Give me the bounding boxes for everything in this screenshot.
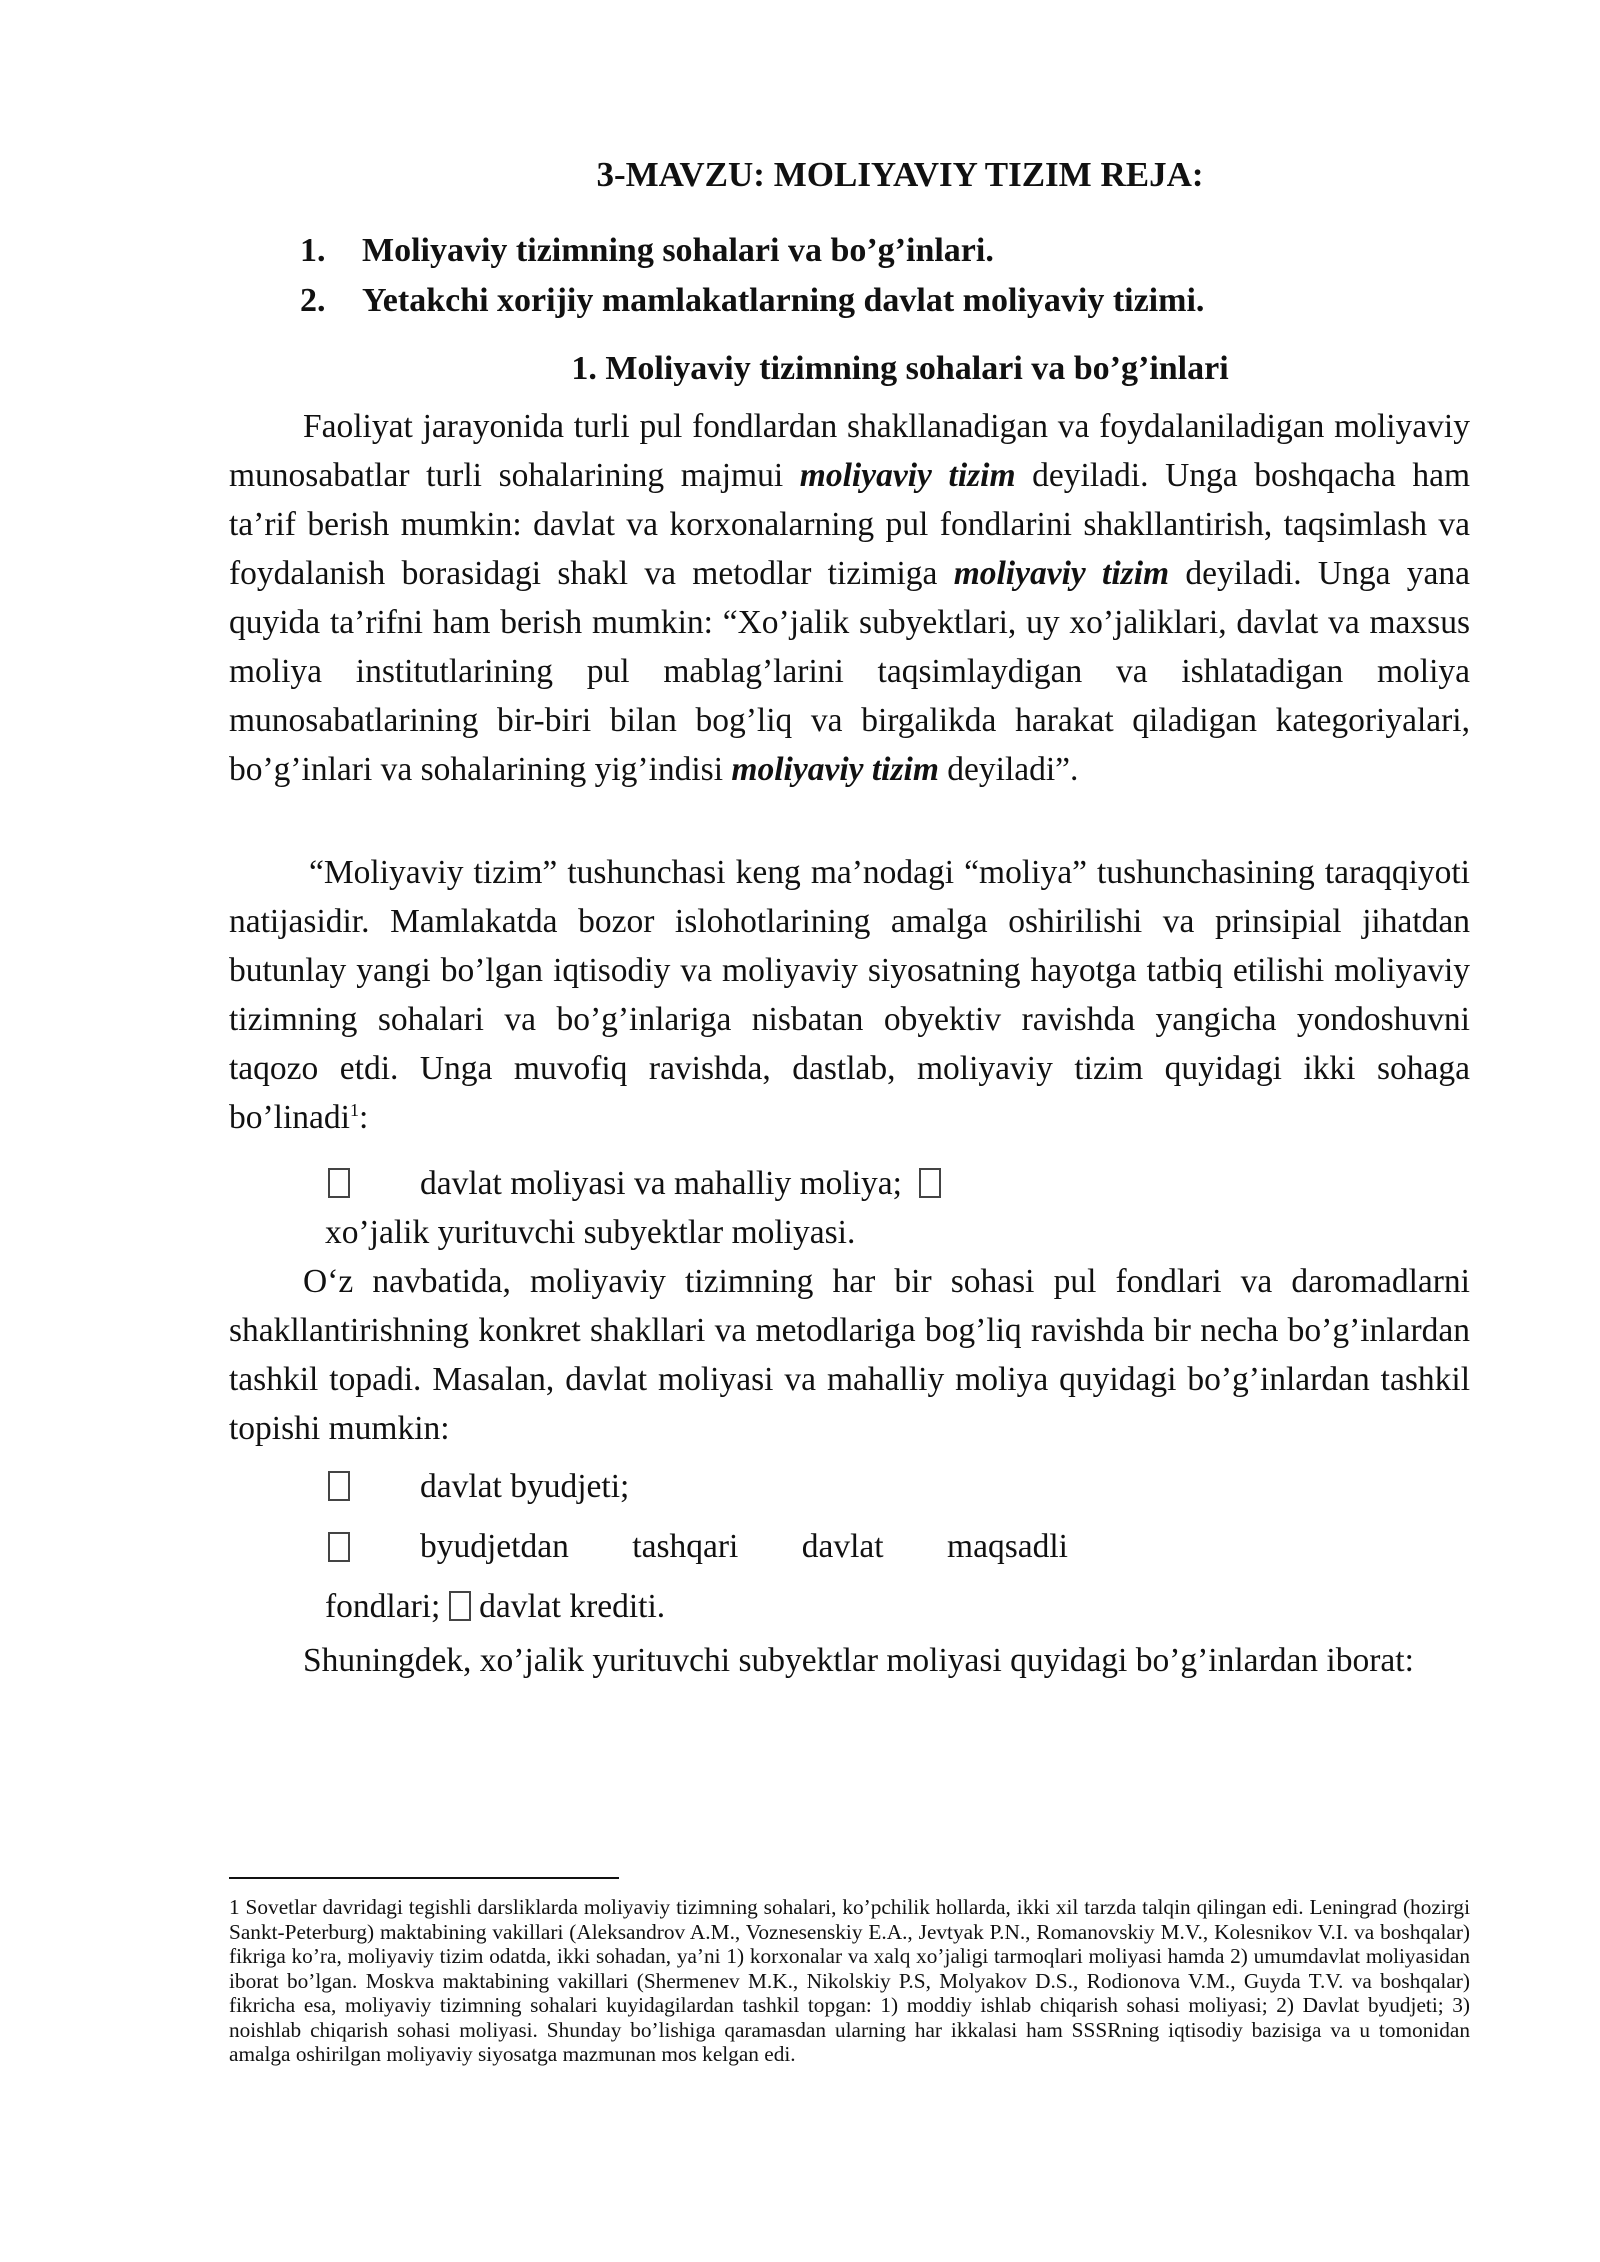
term-emphasis: moliyaviy tizim <box>731 751 939 788</box>
bullet-glyph-icon <box>328 1532 350 1562</box>
plan-item: 2. Yetakchi xorijiy mamlakatlarning davlat moliyaviy tizimi. <box>300 282 1205 319</box>
footnote: 1 Sovetlar davridagi tegishli darsliklarda moliyaviy tizimning sohalari, ko’pchilik hollarda, ikki xil tarzda talqin qilingan edi. Leningrad (hozirgi Sankt-Peterburg) maktabining vakillari (Aleksandrov A.M., Voznesenskiy E.A., Jevtyak P.N., Romanovskiy M.V., Kolesnikov V.I. va boshqalar) fikriga ko’ra, moliyaviy tizim odatda, ikki sohadan, ya’ni 1) korxonalar va xalq xo’jaligi tarmoqlari moliyasi hamda 2) umumdavlat moliyasidan iborat bo’lgan. Moskva maktabining vakillari (Shermenev M.K., Nikolskiy P.S, Molyakov D.S., Rodionova V.M., Guyda T.V. va boshqalar) fikricha esa, moliyaviy tizimning sohalari kuyidagilardan tashkil topgan: 1) moddiy ishlab chiqarish sohasi moliyasi; 2) Davlat byudjeti; 3) noishlab chiqarish sohasi moliyasi. Shunday bo’lishiga qaramasdan ularning har ikkalasi ham SSSRning iqtisodiy bazisiga va u tomonidan amalga oshirilgan moliyaviy siyosatga mazmunan mos kelgan edi. <box>229 1895 1470 2066</box>
plan-list <box>300 226 1204 326</box>
paragraph-links: O‘z navbatida, moliyaviy tizimning har bir sohasi pul fondlari va daromadlarni shakllantirishning konkret shakllari va metodlariga bog’liq ravishda bir necha bo’g’inlardan tashkil topadi. Masalan, davlat moliyasi va mahalliy moliya quyidagi bo’g’inlardan tashkil topishi mumkin: <box>229 1263 1470 1447</box>
bullet-glyph-icon <box>919 1168 941 1198</box>
link-item: fondlari; davlat krediti. <box>325 1588 666 1625</box>
link-item: davlat byudjeti; <box>328 1462 629 1511</box>
bullet-glyph-icon <box>328 1471 350 1501</box>
bullet-glyph-icon <box>328 1168 350 1198</box>
sphere-item: davlat moliyasi va mahalliy moliya; <box>328 1159 941 1208</box>
bullet-glyph-icon <box>449 1591 471 1621</box>
plan-item: 1. Moliyaviy tizimning sohalari va bo’g’inlari. <box>300 232 994 269</box>
paragraph-definition: Faoliyat jarayonida turli pul fondlardan shakllanadigan va foydalaniladigan moliyaviy munosabatlar turli sohalarining majmui moliyaviy tizim deyiladi. Unga boshqacha ham ta’rif berish mumkin: davlat va korxonalarning pul fondlarini shakllantirish, taqsimlash va foydalanish borasidagi shakl va metodlar tizimiga moliyaviy tizim deyiladi. Unga yana quyida ta’rifni ham berish mumkin: “Xo’jalik subyektlari, uy xo’jaliklari, davlat va maxsus moliya institutlarining pul mablag’larini taqsimlaydigan va ishlatadigan moliya munosabatlarining bir-biri bilan bog’liq va birgalikda harakat qiladigan kategoriyalari, bo’g’inlari va sohalarining yig’indisi moliyaviy tizim deyiladi”. <box>229 408 1470 788</box>
link-item: byudjetdan tashqari davlat maqsadli <box>328 1522 1068 1571</box>
section-title: 1. Moliyaviy tizimning sohalari va bo’g’inlari <box>571 350 1229 387</box>
page-title: 3-MAVZU: MOLIYAVIY TIZIM REJA: <box>596 155 1204 194</box>
paragraph-concept: “Moliyaviy tizim” tushunchasi keng ma’nodagi “moliya” tushunchasining taraqqiyoti natijasidir. Mamlakatda bozor islohotlarining amalga oshirilishi va prinsipial jihatdan butunlay yangi bo’lgan iqtisodiy va moliyaviy siyosatning hayotga tatbiq etilishi moliyaviy tizimning sohalari va bo’g’inlariga nisbatan obyektiv ravishda yangicha yondoshuvni taqozo etdi. Unga muvofiq ravishda, dastlab, moliyaviy tizim quyidagi ikki sohaga bo’linadi$^1$: <box>229 854 1470 1136</box>
footnote-ref[interactable]: 1 <box>349 1100 359 1120</box>
term-emphasis: moliyaviy tizim <box>953 555 1170 592</box>
term-emphasis: moliyaviy tizim <box>799 457 1016 494</box>
sphere-item: xo’jalik yurituvchi subyektlar moliyasi. <box>325 1214 856 1251</box>
paragraph-enterprise-finance: Shuningdek, xo’jalik yurituvchi subyektlar moliyasi quyidagi bo’g’inlardan iborat: <box>303 1642 1414 1679</box>
footnote-divider <box>229 1877 619 1879</box>
